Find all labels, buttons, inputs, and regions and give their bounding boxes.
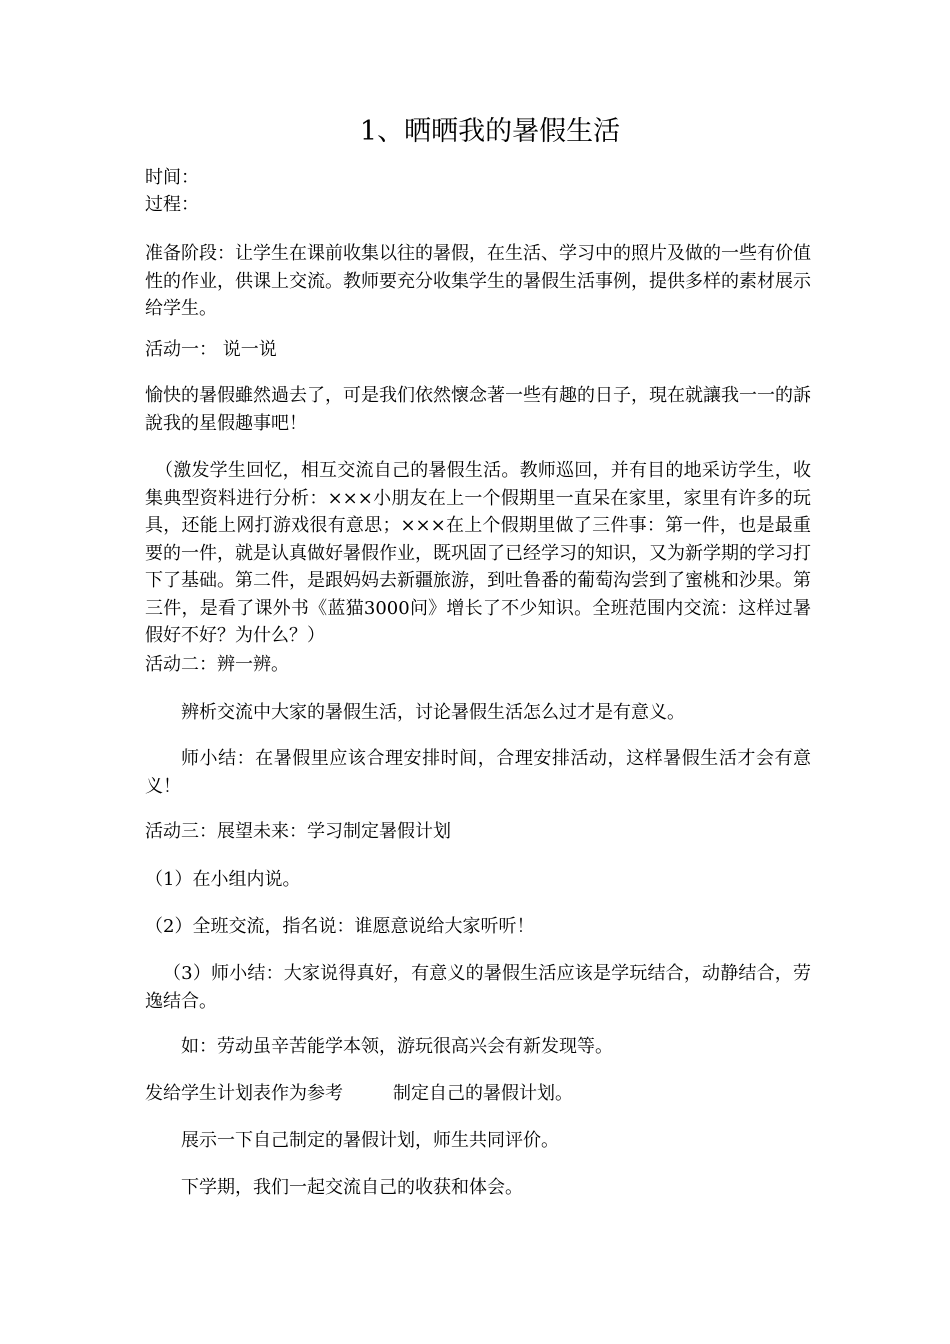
- prep-paragraph: 准备阶段：让学生在课前收集以往的暑假，在生活、学习中的照片及做的一些有价值性的作业，供课上交流。教师要充分收集学生的暑假生活事例，提供多样的素材展示给学生。: [145, 243, 811, 319]
- plan-right-text: 制定自己的暑假计划。: [393, 1083, 573, 1104]
- process-label: 过程：: [145, 194, 199, 215]
- closing-text: 下学期，我们一起交流自己的收获和体会。: [181, 1177, 523, 1198]
- step-2: （2）全班交流，指名说：谁愿意说给大家听听！: [145, 916, 535, 937]
- activity2-summary: 师小结：在暑假里应该合理安排时间，合理安排活动，这样暑假生活才会有意义！: [145, 748, 811, 797]
- activity1-text: 愉快的暑假雖然過去了，可是我们依然懷念著一些有趣的日子，現在就讓我一一的訴說我的星假趣事吧！: [145, 385, 811, 434]
- plan-left-text: 发给学生计划表作为参考: [145, 1083, 343, 1104]
- example-text: 如：劳动虽辛苦能学本领，游玩很高兴会有新发现等。: [181, 1036, 613, 1057]
- show-plan-text: 展示一下自己制定的暑假计划，师生共同评价。: [181, 1130, 559, 1151]
- activity3-heading: 活动三：展望未来：学习制定暑假计划: [145, 821, 451, 842]
- plan-line: [145, 1080, 815, 1108]
- time-label: 时间：: [145, 167, 199, 188]
- activity2-heading: 活动二：辨一辨。: [145, 654, 289, 675]
- activity1-heading: 活动一： 说一说: [145, 339, 277, 360]
- activity2-text: 辨析交流中大家的暑假生活，讨论暑假生活怎么过才是有意义。: [181, 702, 685, 723]
- document-title: 1、晒晒我的暑假生活: [359, 116, 621, 147]
- activity1-note: （激发学生回忆，相互交流自己的暑假生活。教师巡回，并有目的地采访学生，收集典型资料进行分析：×××小朋友在上一个假期里一直呆在家里，家里有许多的玩具，还能上网打游戏很有意思；×××在上个假期里做了三件事：第一件，也是最重要的一件，就是认真做好暑假作业，既巩固了已经学习的知识，又为新学期的学习打下了基础。第二件，是跟妈妈去新疆旅游，到吐鲁番的葡萄沟尝到了蜜桃和沙果。第三件，是看了课外书《蓝猫3000问》增长了不少知识。全班范围内交流：这样过暑假好不好？为什么？）: [145, 460, 811, 646]
- step-3: （3）师小结：大家说得真好，有意义的暑假生活应该是学玩结合，动静结合，劳逸结合。: [145, 963, 811, 1012]
- step-1: （1）在小组内说。: [145, 869, 301, 890]
